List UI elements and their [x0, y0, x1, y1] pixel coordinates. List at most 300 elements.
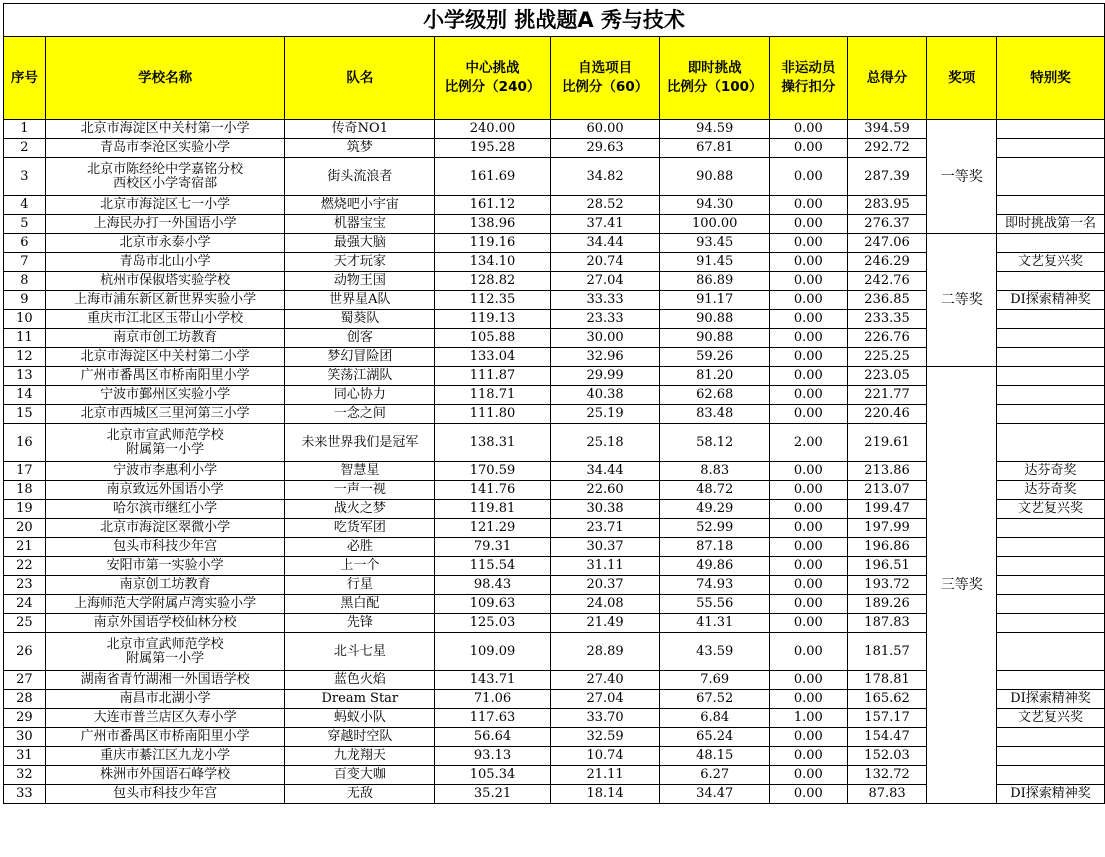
cell-self-score: 29.99: [550, 367, 660, 386]
cell-team: 一声一视: [285, 481, 435, 500]
header-seq: 序号: [4, 37, 46, 120]
cell-self-score: 27.04: [550, 272, 660, 291]
cell-center-score: 128.82: [435, 272, 551, 291]
cell-self-score: 30.00: [550, 329, 660, 348]
cell-self-score: 34.44: [550, 234, 660, 253]
cell-award: 二等奖: [927, 234, 997, 367]
cell-instant-score: 43.59: [660, 633, 770, 671]
cell-school: [45, 253, 285, 272]
school-name-line: 北京市宣武师范学校: [106, 636, 224, 652]
cell-school: [45, 272, 285, 291]
cell-school: [45, 424, 285, 462]
cell-self-score: 60.00: [550, 120, 660, 139]
cell-self-score: 18.14: [550, 785, 660, 804]
cell-penalty: 0.00: [770, 595, 848, 614]
cell-school: [45, 519, 285, 538]
cell-seq: 20: [4, 519, 46, 538]
cell-center-score: 117.63: [435, 709, 551, 728]
cell-special: DI探索精神奖: [997, 291, 1105, 310]
cell-center-score: 161.69: [435, 158, 551, 196]
cell-special: [997, 633, 1105, 671]
cell-team: 街头流浪者: [285, 158, 435, 196]
cell-school: [45, 196, 285, 215]
cell-special: [997, 671, 1105, 690]
school-name-line: 北京市海淀区翠微小学: [100, 520, 231, 535]
school-name-line: 北京市海淀区中关村第一小学: [80, 121, 250, 136]
cell-seq: 29: [4, 709, 46, 728]
cell-self-score: 37.41: [550, 215, 660, 234]
cell-center-score: 195.28: [435, 139, 551, 158]
cell-special: 文艺复兴奖: [997, 253, 1105, 272]
header-penalty-line1: 非运动员: [781, 60, 836, 76]
cell-total: 196.86: [847, 538, 927, 557]
header-self-score: [550, 37, 660, 120]
school-name-line: 重庆市江北区玉带山小学校: [87, 311, 244, 326]
cell-penalty: 0.00: [770, 481, 848, 500]
cell-team: 智慧星: [285, 462, 435, 481]
cell-penalty: 0.00: [770, 538, 848, 557]
cell-seq: 33: [4, 785, 46, 804]
cell-total: 225.25: [847, 348, 927, 367]
cell-instant-score: 48.72: [660, 481, 770, 500]
cell-total: 196.51: [847, 557, 927, 576]
cell-special: 文艺复兴奖: [997, 709, 1105, 728]
cell-center-score: 125.03: [435, 614, 551, 633]
cell-penalty: 0.00: [770, 614, 848, 633]
header-award: 奖项: [927, 37, 997, 120]
cell-total: 193.72: [847, 576, 927, 595]
cell-seq: 10: [4, 310, 46, 329]
cell-total: 219.61: [847, 424, 927, 462]
table-row: [4, 234, 1105, 253]
cell-seq: 16: [4, 424, 46, 462]
cell-instant-score: 90.88: [660, 310, 770, 329]
cell-team: 最强大脑: [285, 234, 435, 253]
cell-school: [45, 538, 285, 557]
cell-team: 笑荡江湖队: [285, 367, 435, 386]
cell-instant-score: 7.69: [660, 671, 770, 690]
cell-school: [45, 386, 285, 405]
cell-instant-score: 59.26: [660, 348, 770, 367]
cell-total: 152.03: [847, 747, 927, 766]
cell-instant-score: 62.68: [660, 386, 770, 405]
school-name-line: 包头市科技少年宫: [113, 786, 218, 801]
cell-total: 394.59: [847, 120, 927, 139]
cell-special: [997, 367, 1105, 386]
cell-team: 穿越时空队: [285, 728, 435, 747]
cell-team: 动物王国: [285, 272, 435, 291]
cell-total: 220.46: [847, 405, 927, 424]
cell-self-score: 10.74: [550, 747, 660, 766]
header-center-score: [435, 37, 551, 120]
cell-center-score: 138.31: [435, 424, 551, 462]
school-name-line: 附属第一小学: [126, 441, 205, 457]
school-name-line: 重庆市綦江区九龙小学: [100, 748, 231, 763]
cell-penalty: 0.00: [770, 215, 848, 234]
cell-center-score: 141.76: [435, 481, 551, 500]
cell-center-score: 105.34: [435, 766, 551, 785]
cell-school: [45, 747, 285, 766]
cell-seq: 9: [4, 291, 46, 310]
school-name-line: 西校区小学寄宿部: [113, 175, 218, 191]
cell-special: [997, 310, 1105, 329]
school-name-line: 南京外国语学校仙林分校: [93, 615, 237, 630]
cell-center-score: 134.10: [435, 253, 551, 272]
cell-self-score: 33.70: [550, 709, 660, 728]
cell-school: [45, 766, 285, 785]
cell-special: 达芬奇奖: [997, 462, 1105, 481]
header-center-line2: 比例分（240）: [444, 79, 541, 95]
school-name-line: 南京致远外国语小学: [106, 482, 224, 497]
cell-instant-score: 6.84: [660, 709, 770, 728]
cell-seq: 26: [4, 633, 46, 671]
cell-instant-score: 83.48: [660, 405, 770, 424]
cell-self-score: 30.37: [550, 538, 660, 557]
cell-seq: 3: [4, 158, 46, 196]
cell-school: [45, 291, 285, 310]
cell-special: [997, 120, 1105, 139]
cell-self-score: 22.60: [550, 481, 660, 500]
cell-penalty: 0.00: [770, 633, 848, 671]
cell-total: 197.99: [847, 519, 927, 538]
cell-school: [45, 557, 285, 576]
page-title: 小学级别 挑战题A 秀与技术: [4, 4, 1105, 37]
cell-team: 蓝色火焰: [285, 671, 435, 690]
cell-center-score: 170.59: [435, 462, 551, 481]
cell-total: 87.83: [847, 785, 927, 804]
cell-center-score: 240.00: [435, 120, 551, 139]
cell-team: 一念之间: [285, 405, 435, 424]
cell-penalty: 0.00: [770, 462, 848, 481]
cell-seq: 17: [4, 462, 46, 481]
cell-total: 287.39: [847, 158, 927, 196]
cell-self-score: 31.11: [550, 557, 660, 576]
cell-total: 187.83: [847, 614, 927, 633]
cell-instant-score: 6.27: [660, 766, 770, 785]
cell-seq: 28: [4, 690, 46, 709]
table-body: [4, 120, 1105, 804]
cell-school: [45, 633, 285, 671]
cell-special: [997, 519, 1105, 538]
header-penalty-line2: 操行扣分: [781, 79, 836, 95]
cell-seq: 12: [4, 348, 46, 367]
cell-team: 蚂蚁小队: [285, 709, 435, 728]
cell-center-score: 115.54: [435, 557, 551, 576]
cell-school: [45, 690, 285, 709]
cell-special: [997, 424, 1105, 462]
cell-special: DI探索精神奖: [997, 690, 1105, 709]
cell-self-score: 27.04: [550, 690, 660, 709]
school-name-line: 北京市陈经纶中学嘉铭分校: [87, 161, 244, 177]
cell-seq: 5: [4, 215, 46, 234]
cell-penalty: 0.00: [770, 785, 848, 804]
header-school: 学校名称: [45, 37, 285, 120]
cell-team: 天才玩家: [285, 253, 435, 272]
cell-penalty: 0.00: [770, 158, 848, 196]
cell-center-score: 119.13: [435, 310, 551, 329]
cell-school: [45, 462, 285, 481]
cell-center-score: 109.09: [435, 633, 551, 671]
cell-team: 吃货军团: [285, 519, 435, 538]
cell-self-score: 21.49: [550, 614, 660, 633]
cell-special: [997, 747, 1105, 766]
school-name-line: 宁波市李惠利小学: [113, 463, 218, 478]
cell-self-score: 29.63: [550, 139, 660, 158]
cell-penalty: 0.00: [770, 690, 848, 709]
cell-center-score: 118.71: [435, 386, 551, 405]
cell-instant-score: 52.99: [660, 519, 770, 538]
table-row: [4, 120, 1105, 139]
cell-special: [997, 576, 1105, 595]
cell-instant-score: 81.20: [660, 367, 770, 386]
cell-instant-score: 93.45: [660, 234, 770, 253]
cell-instant-score: 90.88: [660, 329, 770, 348]
cell-seq: 22: [4, 557, 46, 576]
cell-seq: 31: [4, 747, 46, 766]
cell-team: 上一个: [285, 557, 435, 576]
cell-team: 未来世界我们是冠军: [285, 424, 435, 462]
cell-special: [997, 728, 1105, 747]
cell-self-score: 21.11: [550, 766, 660, 785]
cell-seq: 11: [4, 329, 46, 348]
table-row: [4, 367, 1105, 386]
cell-total: 233.35: [847, 310, 927, 329]
cell-total: 221.77: [847, 386, 927, 405]
cell-seq: 24: [4, 595, 46, 614]
school-name-line: 宁波市鄞州区实验小学: [100, 387, 231, 402]
school-name-line: 北京市海淀区中关村第二小学: [80, 349, 250, 364]
cell-school: [45, 215, 285, 234]
cell-self-score: 25.19: [550, 405, 660, 424]
cell-self-score: 24.08: [550, 595, 660, 614]
school-name-line: 哈尔滨市继红小学: [113, 501, 218, 516]
cell-total: 199.47: [847, 500, 927, 519]
cell-instant-score: 74.93: [660, 576, 770, 595]
cell-penalty: 0.00: [770, 405, 848, 424]
cell-instant-score: 48.15: [660, 747, 770, 766]
cell-penalty: 0.00: [770, 557, 848, 576]
school-name-line: 北京市西城区三里河第三小学: [80, 406, 250, 421]
cell-self-score: 34.82: [550, 158, 660, 196]
cell-center-score: 71.06: [435, 690, 551, 709]
school-name-line: 杭州市保俶塔实验学校: [100, 273, 231, 288]
cell-center-score: 143.71: [435, 671, 551, 690]
cell-team: 蜀葵队: [285, 310, 435, 329]
cell-school: [45, 709, 285, 728]
cell-self-score: 23.33: [550, 310, 660, 329]
school-name-line: 南京创工坊教育: [119, 577, 211, 592]
cell-total: 236.85: [847, 291, 927, 310]
cell-special: 即时挑战第一名: [997, 215, 1105, 234]
school-name-line: 南京市创工坊教育: [113, 330, 218, 345]
cell-total: 242.76: [847, 272, 927, 291]
cell-center-score: 121.29: [435, 519, 551, 538]
cell-school: [45, 234, 285, 253]
cell-center-score: 79.31: [435, 538, 551, 557]
school-name-line: 青岛市北山小学: [119, 254, 211, 269]
cell-self-score: 28.52: [550, 196, 660, 215]
cell-team: 行星: [285, 576, 435, 595]
cell-school: [45, 671, 285, 690]
cell-instant-score: 49.29: [660, 500, 770, 519]
cell-center-score: 161.12: [435, 196, 551, 215]
cell-team: 必胜: [285, 538, 435, 557]
cell-team: 九龙翔天: [285, 747, 435, 766]
cell-team: 机器宝宝: [285, 215, 435, 234]
cell-total: 226.76: [847, 329, 927, 348]
cell-center-score: 112.35: [435, 291, 551, 310]
school-name-line: 包头市科技少年宫: [113, 539, 218, 554]
cell-penalty: 0.00: [770, 386, 848, 405]
cell-seq: 32: [4, 766, 46, 785]
cell-penalty: 0.00: [770, 291, 848, 310]
cell-team: 燃烧吧小宇宙: [285, 196, 435, 215]
cell-center-score: 56.64: [435, 728, 551, 747]
cell-school: [45, 595, 285, 614]
cell-instant-score: 94.30: [660, 196, 770, 215]
cell-team: 无敌: [285, 785, 435, 804]
cell-center-score: 119.16: [435, 234, 551, 253]
cell-instant-score: 41.31: [660, 614, 770, 633]
cell-penalty: 0.00: [770, 120, 848, 139]
cell-school: [45, 348, 285, 367]
cell-total: 283.95: [847, 196, 927, 215]
cell-center-score: 93.13: [435, 747, 551, 766]
cell-total: 292.72: [847, 139, 927, 158]
cell-seq: 21: [4, 538, 46, 557]
cell-school: [45, 329, 285, 348]
school-name-line: 上海市浦东新区新世界实验小学: [74, 292, 257, 307]
cell-center-score: 138.96: [435, 215, 551, 234]
header-center-line1: 中心挑战: [465, 60, 520, 76]
cell-penalty: 0.00: [770, 367, 848, 386]
cell-penalty: 0.00: [770, 234, 848, 253]
cell-school: [45, 139, 285, 158]
cell-total: 247.06: [847, 234, 927, 253]
cell-instant-score: 8.83: [660, 462, 770, 481]
cell-center-score: 119.81: [435, 500, 551, 519]
cell-penalty: 0.00: [770, 576, 848, 595]
cell-team: 同心协力: [285, 386, 435, 405]
cell-team: 先锋: [285, 614, 435, 633]
cell-team: 梦幻冒险团: [285, 348, 435, 367]
cell-school: [45, 500, 285, 519]
cell-team: 百变大咖: [285, 766, 435, 785]
cell-school: [45, 310, 285, 329]
cell-team: 黑白配: [285, 595, 435, 614]
cell-self-score: 25.18: [550, 424, 660, 462]
cell-team: 北斗七星: [285, 633, 435, 671]
header-penalty: [770, 37, 848, 120]
cell-instant-score: 87.18: [660, 538, 770, 557]
cell-center-score: 133.04: [435, 348, 551, 367]
cell-instant-score: 65.24: [660, 728, 770, 747]
cell-total: 181.57: [847, 633, 927, 671]
cell-seq: 25: [4, 614, 46, 633]
cell-school: [45, 614, 285, 633]
cell-special: [997, 557, 1105, 576]
cell-special: [997, 234, 1105, 253]
cell-total: 132.72: [847, 766, 927, 785]
cell-self-score: 27.40: [550, 671, 660, 690]
cell-special: 达芬奇奖: [997, 481, 1105, 500]
cell-self-score: 23.71: [550, 519, 660, 538]
cell-seq: 30: [4, 728, 46, 747]
cell-seq: 27: [4, 671, 46, 690]
cell-award: 三等奖: [927, 367, 997, 804]
cell-penalty: 0.00: [770, 671, 848, 690]
cell-center-score: 109.63: [435, 595, 551, 614]
cell-penalty: 0.00: [770, 253, 848, 272]
cell-special: [997, 139, 1105, 158]
school-name-line: 附属第一小学: [126, 650, 205, 666]
cell-penalty: 0.00: [770, 196, 848, 215]
cell-penalty: 0.00: [770, 348, 848, 367]
cell-penalty: 0.00: [770, 310, 848, 329]
cell-self-score: 32.59: [550, 728, 660, 747]
cell-self-score: 33.33: [550, 291, 660, 310]
cell-total: 213.86: [847, 462, 927, 481]
school-name-line: 株洲市外国语石峰学校: [100, 767, 231, 782]
cell-special: 文艺复兴奖: [997, 500, 1105, 519]
cell-instant-score: 67.81: [660, 139, 770, 158]
cell-seq: 2: [4, 139, 46, 158]
cell-instant-score: 34.47: [660, 785, 770, 804]
cell-special: [997, 196, 1105, 215]
cell-penalty: 2.00: [770, 424, 848, 462]
cell-school: [45, 158, 285, 196]
cell-self-score: 20.37: [550, 576, 660, 595]
cell-team: 世界星A队: [285, 291, 435, 310]
school-name-line: 南昌市北湖小学: [119, 691, 211, 706]
cell-instant-score: 86.89: [660, 272, 770, 291]
cell-special: [997, 329, 1105, 348]
cell-self-score: 28.89: [550, 633, 660, 671]
header-self-line2: 比例分（60）: [561, 79, 649, 95]
cell-penalty: 0.00: [770, 329, 848, 348]
cell-team: 筑梦: [285, 139, 435, 158]
cell-special: [997, 766, 1105, 785]
cell-special: [997, 386, 1105, 405]
cell-seq: 18: [4, 481, 46, 500]
cell-center-score: 111.80: [435, 405, 551, 424]
cell-penalty: 0.00: [770, 139, 848, 158]
cell-penalty: 0.00: [770, 766, 848, 785]
cell-self-score: 34.44: [550, 462, 660, 481]
header-self-line1: 自选项目: [578, 60, 633, 76]
cell-total: 276.37: [847, 215, 927, 234]
cell-seq: 19: [4, 500, 46, 519]
cell-instant-score: 100.00: [660, 215, 770, 234]
header-row: [4, 37, 1105, 120]
cell-seq: 1: [4, 120, 46, 139]
header-team: 队名: [285, 37, 435, 120]
cell-total: 165.62: [847, 690, 927, 709]
cell-center-score: 35.21: [435, 785, 551, 804]
cell-special: DI探索精神奖: [997, 785, 1105, 804]
cell-self-score: 32.96: [550, 348, 660, 367]
header-instant-line2: 比例分（100）: [666, 79, 763, 95]
cell-penalty: 0.00: [770, 747, 848, 766]
header-special: 特别奖: [997, 37, 1105, 120]
cell-total: 213.07: [847, 481, 927, 500]
cell-instant-score: 94.59: [660, 120, 770, 139]
cell-instant-score: 90.88: [660, 158, 770, 196]
cell-team: 战火之梦: [285, 500, 435, 519]
header-instant-line1: 即时挑战: [687, 60, 742, 76]
cell-center-score: 111.87: [435, 367, 551, 386]
cell-total: 189.26: [847, 595, 927, 614]
